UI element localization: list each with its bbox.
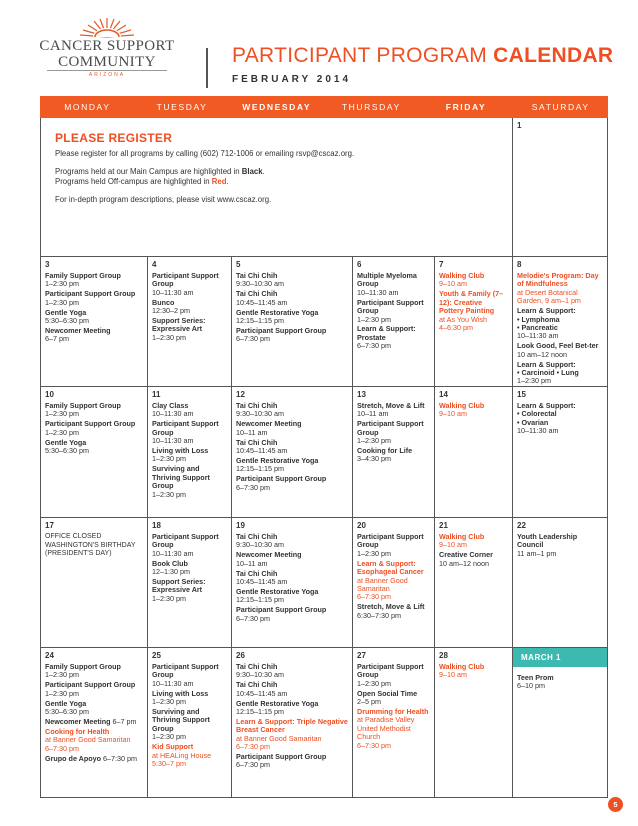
day-number: 5 [236, 260, 241, 269]
event: Participant Support Group 6–7:30 pm [236, 605, 327, 623]
event: Support Series: Expressive Art 1–2:30 pm [152, 316, 206, 342]
sunburst-logo-icon [67, 16, 147, 38]
day-cell-tue-4 [148, 257, 232, 387]
day-thursday: THURSDAY [341, 102, 401, 112]
day-number: 25 [152, 651, 161, 660]
event: Cooking for Health at Banner Good Samaritan 6–7:30 pm [45, 726, 131, 753]
event: Bunco 12:30–2 pm [152, 297, 190, 316]
event: Learn & Support: Triple Negative Breast Cancer at Banner Good Samaritan 6–7:30 pm [236, 716, 348, 752]
title-light: PARTICIPANT PROGRAM [232, 44, 494, 67]
logo-text-line2: COMMUNITY [58, 54, 156, 70]
day-cell-wed-12 [232, 387, 353, 518]
day-number: 24 [45, 651, 54, 660]
register-line-4: For in-depth program descriptions, please visit www.cscaz.org. [55, 195, 272, 205]
event: Tai Chi Chih 10:45–11:45 am [236, 680, 288, 698]
day-number: 18 [152, 521, 161, 530]
event: Participant Support Group 1–2:30 pm [45, 419, 136, 437]
weekday-header [40, 96, 608, 118]
event: Cooking for Life 3–4:30 pm [357, 446, 413, 464]
day-cell-wed-19 [232, 518, 353, 648]
day-number: 22 [517, 521, 526, 530]
day-number: 12 [236, 390, 245, 399]
register-heading: PLEASE REGISTER [55, 131, 173, 145]
day-number: 4 [152, 260, 157, 269]
day-number: 14 [439, 390, 448, 399]
day-number: 15 [517, 390, 526, 399]
event: Family Support Group 1–2:30 pm [45, 271, 121, 289]
day-cell-fri-28 [435, 648, 513, 798]
day-number: 6 [357, 260, 362, 269]
page-title [232, 44, 613, 68]
event: Participant Support Group 6–7:30 pm [236, 474, 327, 492]
event: Gentle Restorative Yoga 12:15–1:15 pm [236, 698, 319, 717]
event: Newcomer Meeting 10–11 am [236, 550, 302, 568]
event: Tai Chi Chih 10:45–11:45 am [236, 437, 288, 456]
event: Tai Chi Chih 9:30–10:30 am [236, 401, 284, 419]
day-number: 10 [45, 390, 54, 399]
day-cell-tue-25 [148, 648, 232, 798]
day-cell-fri-21 [435, 518, 513, 648]
header-divider [206, 48, 208, 88]
closed-notice: OFFICE CLOSED [45, 533, 102, 540]
event: Youth & Family (7–12): Creative Pottery Painting at As You Wish 4–6:30 pm [439, 289, 504, 332]
day-number: 7 [439, 260, 444, 269]
day-number: 26 [236, 651, 245, 660]
day-cell-sat-8 [513, 257, 608, 387]
event: Living with Loss 1–2:30 pm [152, 688, 209, 707]
day-cell-tue-11 [148, 387, 232, 518]
event: Teen Prom 6–10 pm [517, 673, 554, 691]
event: Multiple Myeloma Group 10–11:30 am [357, 271, 417, 297]
event: Walking Club 9–10 am [439, 401, 485, 419]
event: Newcomer Meeting 10–11 am [236, 419, 302, 437]
day-cell-thu-6 [353, 257, 435, 387]
logo-text-line3: ARIZONA [88, 72, 126, 78]
day-cell-sat-22 [513, 518, 608, 648]
day-cell-thu-20 [353, 518, 435, 648]
event: Clay Class 10–11:30 am [152, 401, 194, 419]
event: Gentle Restorative Yoga 12:15–1:15 pm [236, 586, 319, 605]
month-subtitle: FEBRUARY 2014 [232, 74, 352, 85]
day-cell-thu-13 [353, 387, 435, 518]
day-cell-sat-15 [513, 387, 608, 518]
event: Open Social Time 2–5 pm [357, 688, 418, 707]
march-label: MARCH 1 [513, 648, 607, 667]
day-number: 3 [45, 260, 50, 269]
event: Stretch, Move & Lift 6:30–7:30 pm [357, 602, 425, 620]
event: Participant Support Group 10–11:30 am [152, 662, 219, 688]
event: Participant Support Group 10–11:30 am [152, 532, 219, 558]
event: Walking Club 9–10 am [439, 532, 485, 550]
day-number: 11 [152, 390, 161, 399]
event: Gentle Restorative Yoga 12:15–1:15 pm [236, 307, 319, 326]
organization-logo [14, 16, 200, 90]
logo-rule [47, 70, 167, 71]
day-cell-thu-27 [353, 648, 435, 798]
day-number: 17 [45, 521, 54, 530]
event: Tai Chi Chih 9:30–10:30 am [236, 271, 284, 289]
day-number: 27 [357, 651, 366, 660]
event: Creative Corner 10 am–12 noon [439, 550, 493, 568]
event: Learn & Support: • Carcinoid • Lung 1–2:30 pm [517, 359, 579, 386]
event: Tai Chi Chih 9:30–10:30 am [236, 662, 284, 680]
day-cell-mon-24 [40, 648, 148, 798]
event: Participant Support Group 10–11:30 am [152, 419, 219, 446]
day-friday: FRIDAY [445, 102, 487, 112]
day-wednesday: WEDNESDAY [242, 102, 312, 112]
title-bold: CALENDAR [493, 44, 614, 67]
event: Walking Club 9–10 am [439, 662, 485, 680]
event: Gentle Yoga 5:30–6:30 pm [45, 698, 89, 717]
day-saturday: SATURDAY [531, 102, 590, 112]
day-number: 13 [357, 390, 366, 399]
event: Participant Support Group 1–2:30 pm [45, 680, 136, 698]
event: Tai Chi Chih 10:45–11:45 am [236, 568, 288, 587]
day-cell-wed-5 [232, 257, 353, 387]
event: Surviving and Thriving Support Group 1–2:30 pm [152, 464, 210, 499]
event: Newcomer Meeting 6–7 pm [45, 716, 137, 726]
event: Learn & Support: • Colorectal • Ovarian 10–11:30 am [517, 401, 576, 436]
event: Participant Support Group 1–2:30 pm [357, 662, 424, 688]
event: Drumming for Health at Paradise Valley United Methodist Church 6–7:30 pm [357, 707, 429, 750]
event: Participant Support Group 1–2:30 pm [357, 297, 424, 324]
page-number: 5 [608, 797, 623, 812]
event: Participant Support Group 1–2:30 pm [45, 289, 136, 307]
day-cell-mon-10 [40, 387, 148, 518]
day-cell-mon-3 [40, 257, 148, 387]
event: Gentle Restorative Yoga 12:15–1:15 pm [236, 455, 319, 474]
day-cell-fri-14 [435, 387, 513, 518]
event: Participant Support Group 10–11:30 am [152, 271, 219, 297]
event: Kid Support at HEALing House 5:30–7 pm [152, 742, 212, 768]
event: Participant Support Group 6–7:30 pm [236, 325, 327, 344]
event: Learn & Support: Esophageal Cancer at Banner Good Samaritan 6–7:30 pm [357, 558, 424, 602]
day-number: 8 [517, 260, 522, 269]
event: Participant Support Group 6–7:30 pm [236, 752, 327, 770]
register-lines-2-3: Programs held at our Main Campus are highlighted in Black. Programs held Off-campus are highlighted in Red. [55, 167, 265, 187]
event: Grupo de Apoyo 6–7:30 pm [45, 753, 138, 763]
event: Support Series: Expressive Art 1–2:30 pm [152, 577, 206, 603]
event: Learn & Support: • Lymphoma • Pancreatic 10–11:30 am [517, 306, 576, 341]
day-cell-tue-18 [148, 518, 232, 648]
day-number: 19 [236, 521, 245, 530]
event: Look Good, Feel Bet-ter 10 am–12 noon [517, 341, 599, 359]
event: Youth Leadership Council 11 am–1 pm [517, 532, 578, 558]
event: Participant Support Group 1–2:30 pm [357, 419, 424, 446]
day-cell-sat-1 [513, 118, 608, 257]
event: Family Support Group 1–2:30 pm [45, 662, 121, 680]
day-tuesday: TUESDAY [156, 102, 208, 112]
logo-text-line1: CANCER SUPPORT [39, 38, 175, 54]
event: Participant Support Group 1–2:30 pm [357, 532, 424, 558]
register-panel [40, 118, 513, 257]
day-monday: MONDAY [64, 102, 111, 112]
event: Book Club 12–1:30 pm [152, 558, 190, 577]
day-cell-mon-17: 17 OFFICE CLOSED WASHINGTON'S BIRTHDAY (PRESIDENT'S DAY) [40, 518, 148, 648]
day-number: 20 [357, 521, 366, 530]
event: Stretch, Move & Lift 10–11 am [357, 401, 425, 419]
day-cell-fri-7 [435, 257, 513, 387]
event: Tai Chi Chih 9:30–10:30 am [236, 532, 284, 550]
event: Walking Club 9–10 am [439, 271, 485, 289]
day-number: 1 [517, 121, 522, 130]
day-cell-mar-1 [513, 648, 608, 798]
event: Tai Chi Chih 10:45–11:45 am [236, 289, 288, 307]
day-number: 28 [439, 651, 448, 660]
event: Newcomer Meeting 6–7 pm [45, 325, 111, 344]
day-cell-wed-26 [232, 648, 353, 798]
event: Gentle Yoga 5:30–6:30 pm [45, 437, 89, 456]
event: Gentle Yoga 5:30–6:30 pm [45, 307, 89, 326]
event: Family Support Group 1–2:30 pm [45, 401, 121, 419]
day-number: 21 [439, 521, 448, 530]
event: Living with Loss 1–2:30 pm [152, 446, 209, 464]
event: Surviving and Thriving Support Group 1–2:30 pm [152, 707, 210, 742]
page-header [0, 0, 638, 96]
event: Melodie's Program: Day of Mindfulness at Desert Botanical Garden, 9 am–1 pm [517, 271, 599, 306]
event: Learn & Support: Prostate 6–7:30 pm [357, 324, 416, 351]
register-line-1: Please register for all programs by calling (602) 712-1006 or emailing rsvp@cscaz.org. [55, 149, 355, 159]
